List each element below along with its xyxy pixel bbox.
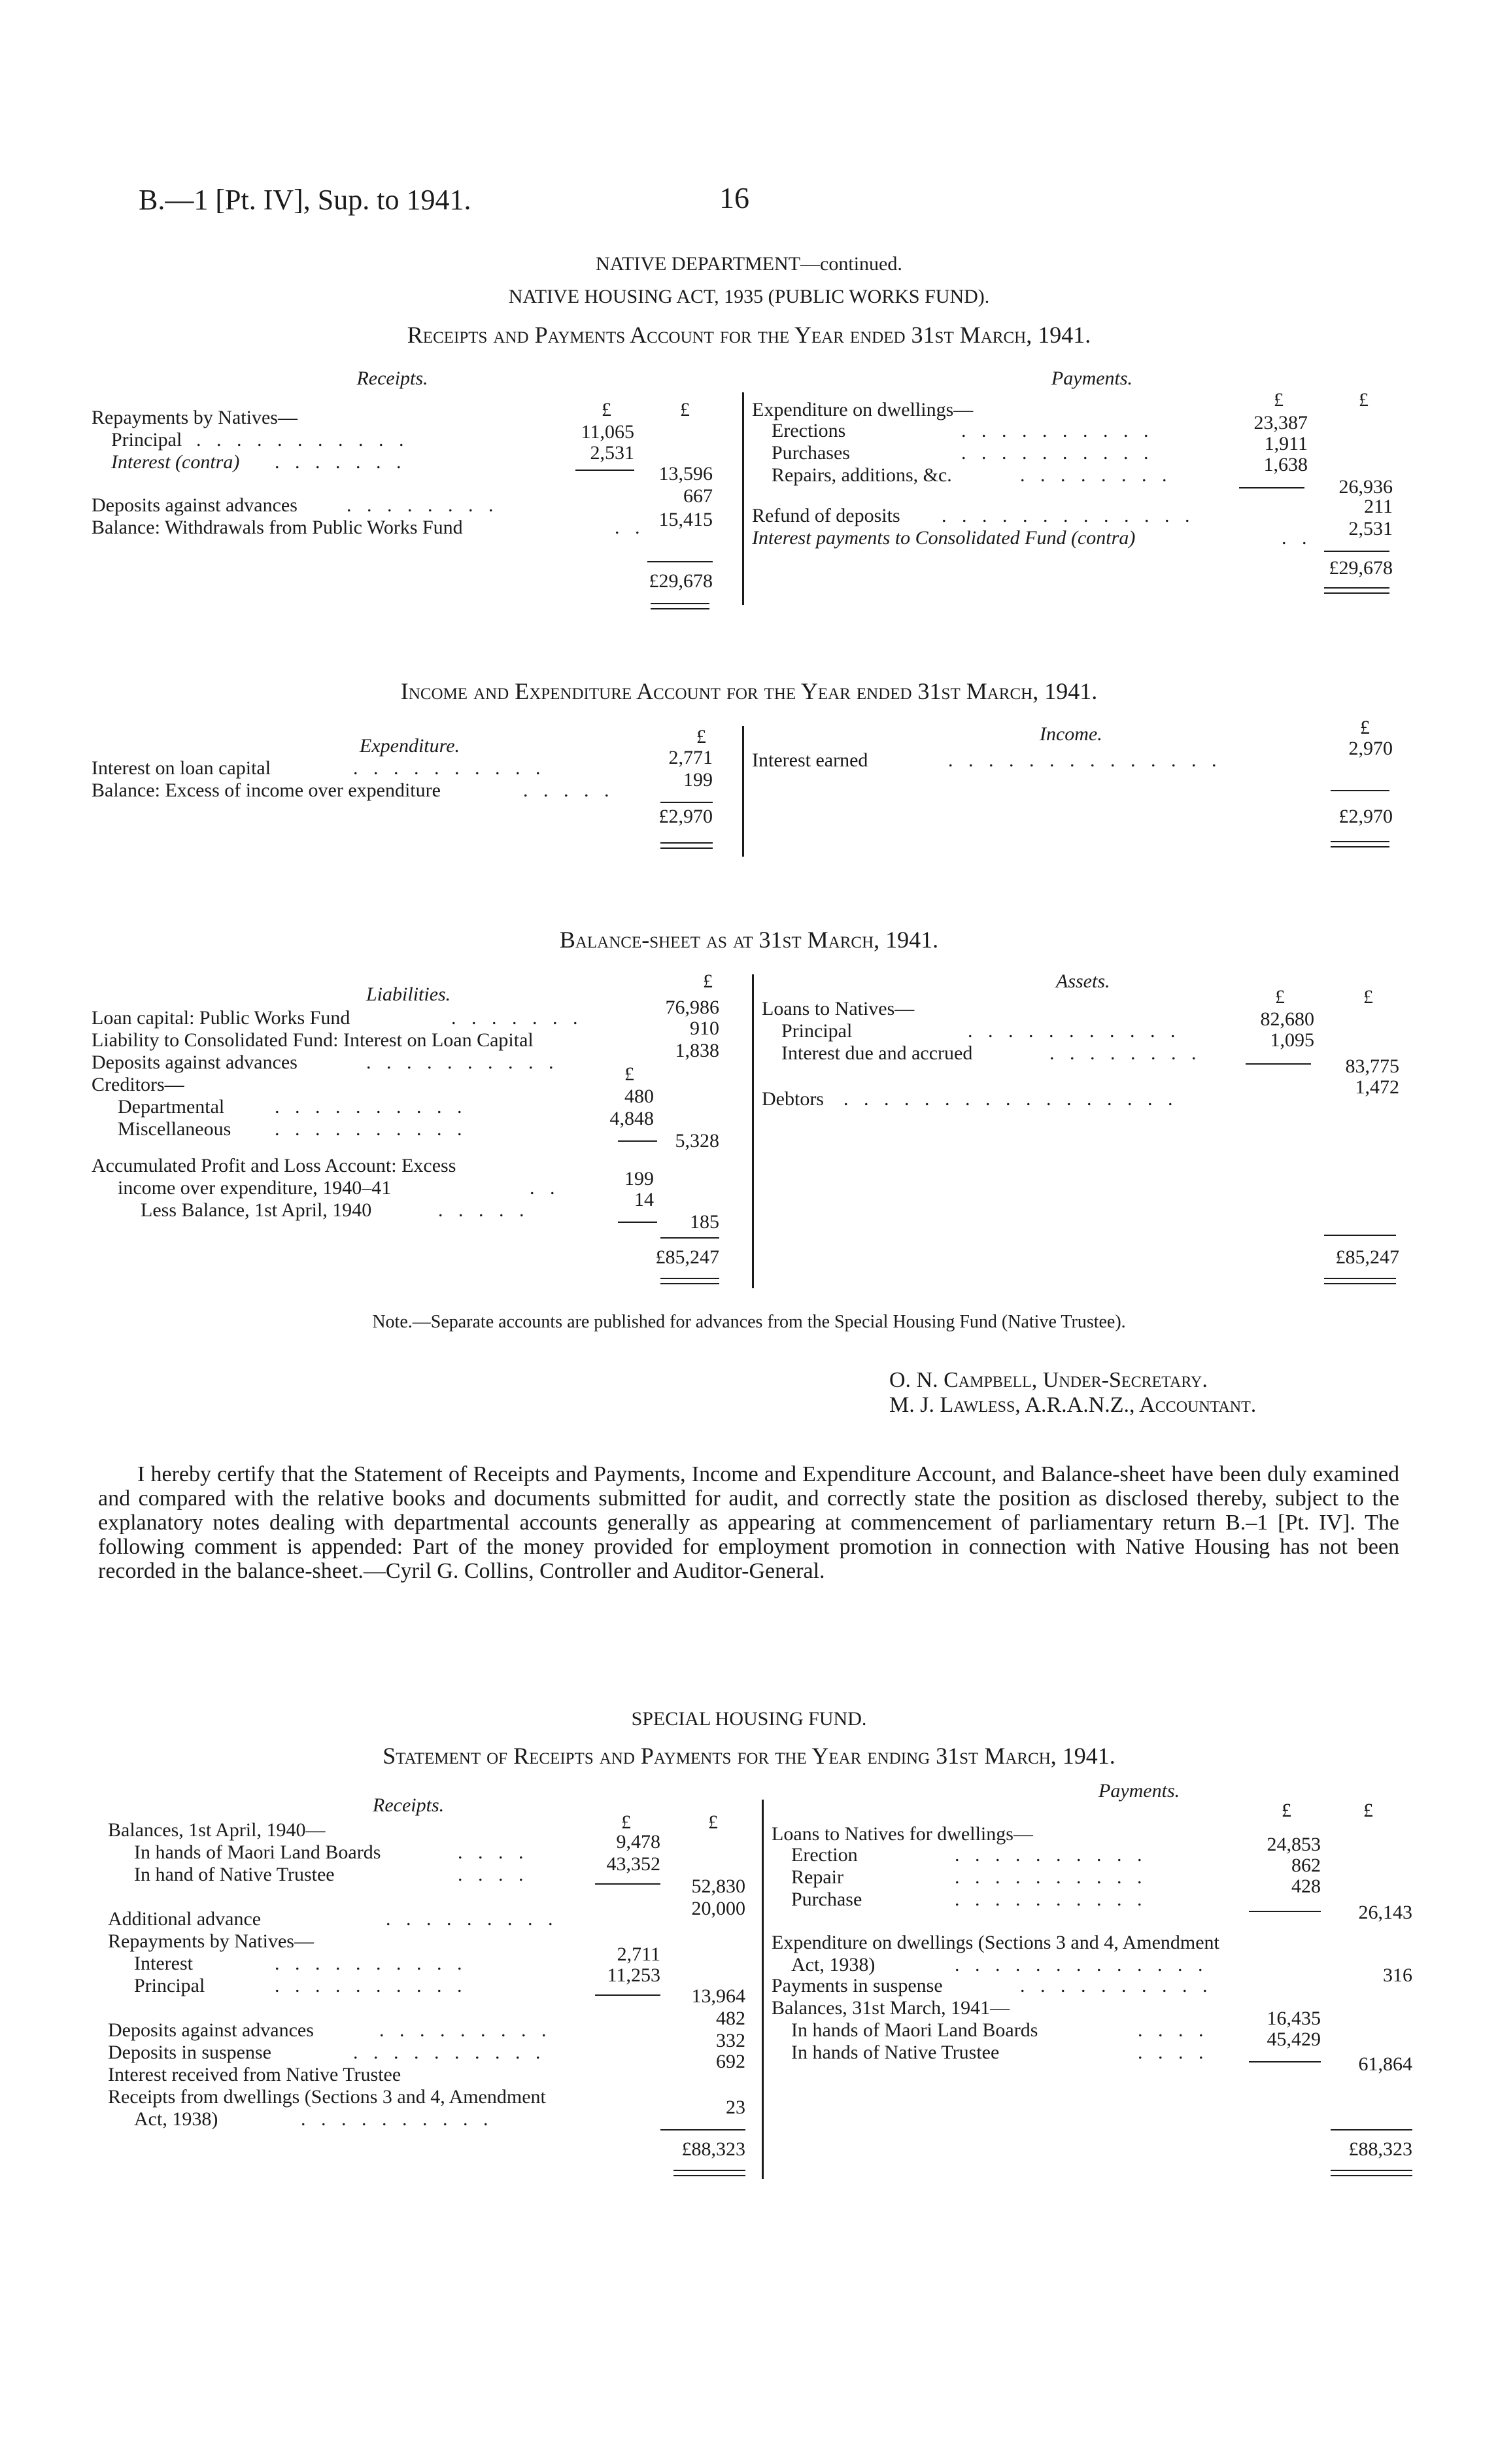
bs-loans: Loans to Natives— (762, 998, 915, 1019)
shf-receipts-total: £88,323 (681, 2138, 745, 2160)
rp-title: Receipts and Payments Account for the Year ended 31st March, 1941. (407, 322, 1091, 348)
bs-interest-due: Interest due and accrued (781, 1042, 973, 1064)
bs-interest-due-amt: 1,095 (1270, 1029, 1314, 1051)
shf-additional-amt: 20,000 (691, 1898, 745, 1919)
shf-pay-suspense-amt: 316 (1383, 1964, 1412, 1986)
shf-suspense-amt: 332 (716, 2030, 745, 2051)
ie-balance-amt: 199 (683, 769, 713, 791)
bs-misc: Miscellaneous (118, 1118, 231, 1140)
page-ref: B.—1 [Pt. IV], Sup. to 1941. (139, 184, 471, 216)
shf-balances-end: Balances, 31st March, 1941— (772, 1997, 1010, 2019)
signature-under-secretary: O. N. Campbell, Under-Secretary. (889, 1368, 1208, 1392)
rp-principal-amt: 11,065 (581, 421, 634, 443)
bs-loan-capital-amt: 76,986 (665, 997, 719, 1018)
shf-payments-total: £88,323 (1348, 2138, 1412, 2160)
bs-accum3-amt: 14 (634, 1189, 654, 1210)
bs-deposits-amt: 1,838 (675, 1040, 719, 1061)
rp-pound: £ (1359, 389, 1369, 411)
shf-maori-boards: In hands of Maori Land Boards (134, 1841, 381, 1863)
rp-pound: £ (1274, 389, 1284, 411)
shf-pound: £ (708, 1811, 718, 1833)
rp-dwellings-total: 26,936 (1338, 476, 1393, 498)
shf-additional: Additional advance (108, 1908, 262, 1930)
ie-pound: £ (696, 726, 706, 747)
shf-repair: Repair (791, 1866, 843, 1888)
ie-inc-heading: Income. (1040, 723, 1102, 745)
shf-payments-heading: Payments. (1098, 1780, 1180, 1802)
rp-interest-pay-amt: 2,531 (1348, 518, 1393, 539)
rp-receipts-heading: Receipts. (356, 368, 428, 389)
shf-loans-total: 26,143 (1358, 1902, 1412, 1923)
bs-pound: £ (624, 1063, 634, 1085)
bs-accum3: Less Balance, 1st April, 1940 (141, 1199, 372, 1221)
rp-refund: Refund of deposits (752, 505, 900, 526)
shf-repay-total: 13,964 (691, 1985, 745, 2007)
shf-end-trustee: In hands of Native Trustee (791, 2042, 1000, 2063)
bs-debtors-amt: 1,472 (1355, 1076, 1399, 1098)
shf-exp-dw2: Act, 1938) (791, 1954, 876, 1976)
shf-receipts-dw2: Act, 1938) (134, 2108, 218, 2130)
shf-interest: Interest (134, 1953, 193, 1974)
bs-assets-total: £85,247 (1335, 1246, 1399, 1268)
bs-assets-heading: Assets. (1056, 970, 1110, 992)
bs-pound: £ (1363, 986, 1373, 1008)
bs-pound: £ (703, 970, 713, 992)
bs-deposits: Deposits against advances (92, 1052, 298, 1073)
ie-exp-heading: Expenditure. (360, 735, 460, 757)
rp-erections-amt: 23,387 (1253, 412, 1308, 434)
rp-deposits: Deposits against advances (92, 494, 298, 516)
rp-erections: Erections (772, 420, 846, 441)
shf-end-maori-amt: 16,435 (1267, 2008, 1321, 2029)
bs-loan-capital: Loan capital: Public Works Fund (92, 1007, 350, 1029)
shf-erection-amt: 24,853 (1267, 1834, 1321, 1855)
shf-exp-dw1: Expenditure on dwellings (Sections 3 and 4, Amendment (772, 1932, 1219, 1953)
shf-receipts-dw-amt: 23 (726, 2096, 745, 2118)
shf-receipts-dw1: Receipts from dwellings (Sections 3 and 4, Amendment (108, 2086, 546, 2108)
ie-pound: £ (1360, 717, 1370, 738)
shf-repair-amt: 862 (1291, 1855, 1321, 1876)
shf-interest-recv: Interest received from Native Trustee (108, 2064, 401, 2085)
shf-deposits: Deposits against advances (108, 2019, 314, 2041)
rp-refund-amt: 211 (1364, 496, 1393, 517)
page-number: 16 (719, 181, 749, 214)
ie-interest-earned-amt: 2,970 (1348, 738, 1393, 759)
ie-balance: Balance: Excess of income over expenditure (92, 779, 441, 801)
bs-creditors: Creditors— (92, 1074, 184, 1095)
bs-accum-total: 185 (690, 1211, 719, 1233)
rp-pound: £ (602, 399, 611, 420)
shf-native-trustee: In hand of Native Trustee (134, 1864, 335, 1885)
bs-departmental-amt: 480 (624, 1086, 654, 1107)
shf-receipts-heading: Receipts. (373, 1794, 445, 1816)
shf-maori-boards-amt: 9,478 (616, 1831, 660, 1853)
ie-interest-earned: Interest earned (752, 749, 868, 771)
shf-suspense: Deposits in suspense (108, 2042, 271, 2063)
shf-end-maori: In hands of Maori Land Boards (791, 2019, 1038, 2041)
department-heading: NATIVE DEPARTMENT—continued. (596, 253, 902, 275)
bs-accum1: Accumulated Profit and Loss Account: Excess (92, 1155, 456, 1176)
shf-pound: £ (1282, 1800, 1291, 1821)
note: Note.—Separate accounts are published for advances from the Special Housing Fund (Native Trustee). (372, 1312, 1126, 1332)
bs-misc-amt: 4,848 (609, 1108, 654, 1129)
rp-interest: Interest (contra) (111, 451, 240, 473)
rp-repayments: Repayments by Natives— (92, 407, 298, 428)
rp-repairs-amt: 1,638 (1263, 454, 1308, 475)
shf-native-trustee-amt: 43,352 (606, 1853, 660, 1875)
shf-interest-amt: 2,711 (617, 1943, 660, 1965)
bs-loans-total: 83,775 (1345, 1055, 1399, 1077)
rp-interest-pay: Interest payments to Consolidated Fund (contra) (752, 527, 1136, 549)
ie-exp-total: £2,970 (658, 806, 713, 827)
rp-principal: Principal (111, 429, 182, 451)
signature-accountant: M. J. Lawless, A.R.A.N.Z., Accountant. (889, 1393, 1257, 1417)
bs-liab-heading: Liabilities. (366, 984, 451, 1005)
shf-purchase-amt: 428 (1291, 1875, 1321, 1897)
ie-interest-loan-amt: 2,771 (668, 747, 713, 768)
rp-purchases-amt: 1,911 (1264, 433, 1308, 454)
rp-payments-total: £29,678 (1329, 557, 1393, 579)
audit-certificate: I hereby certify that the Statement of Receipts and Payments, Income and Expenditure Account, and Balance-sheet have been duly examined and compared with the relative books and documents submitted for audit, and correctly state the position as disclosed thereby, subject to the explanatory notes dealing with departmental accounts generally as appearing at commencement of parliamentary return B.–1 [Pt. IV]. The following comment is appended: Part of the money provided for employment promotion in connection with Native Housing has not been recorded in the balance-sheet.—Cyril G. Collins, Controller and Auditor-General. (98, 1462, 1399, 1583)
rp-payments-heading: Payments. (1051, 368, 1133, 389)
shf-pound: £ (1363, 1800, 1373, 1821)
bs-principal: Principal (781, 1020, 853, 1042)
ie-interest-loan: Interest on loan capital (92, 757, 271, 779)
bs-title: Balance-sheet as at 31st March, 1941. (559, 927, 939, 953)
shf-interest-recv-amt: 692 (716, 2051, 745, 2072)
bs-creditors-total: 5,328 (675, 1130, 719, 1152)
bs-principal-amt: 82,680 (1260, 1008, 1314, 1030)
shf-pound: £ (621, 1811, 631, 1833)
bs-pound: £ (1275, 986, 1285, 1008)
ie-inc-total: £2,970 (1338, 806, 1393, 827)
bs-debtors: Debtors (762, 1088, 824, 1110)
shf-deposits-amt: 482 (716, 2008, 745, 2029)
bs-liability: Liability to Consolidated Fund: Interest on Loan Capital (92, 1029, 534, 1051)
shf-pay-suspense: Payments in suspense (772, 1975, 943, 1996)
ie-title: Income and Expenditure Account for the Year ended 31st March, 1941. (400, 678, 1098, 704)
shf-end-trustee-amt: 45,429 (1267, 2028, 1321, 2050)
act-heading: NATIVE HOUSING ACT, 1935 (PUBLIC WORKS FUND). (508, 286, 990, 307)
bs-accum2: income over expenditure, 1940–41 (118, 1177, 392, 1199)
rp-interest-amt: 2,531 (590, 442, 634, 464)
bs-liability-amt: 910 (690, 1018, 719, 1039)
shf-balances-total: 52,830 (691, 1875, 745, 1897)
rp-receipts-total: £29,678 (649, 570, 713, 592)
shf-principal-amt: 11,253 (607, 1964, 660, 1986)
bs-liab-total: £85,247 (655, 1246, 719, 1268)
rp-deposits-amt: 667 (683, 485, 713, 507)
bs-accum2-amt: 199 (624, 1168, 654, 1189)
rp-repairs: Repairs, additions, &c. (772, 464, 952, 486)
rp-repay-total: 13,596 (658, 463, 713, 485)
shf-repayments: Repayments by Natives— (108, 1930, 314, 1952)
rp-purchases: Purchases (772, 442, 850, 464)
rp-exp-dwellings: Expenditure on dwellings— (752, 399, 974, 420)
shf-balances: Balances, 1st April, 1940— (108, 1819, 326, 1841)
shf-erection: Erection (791, 1844, 858, 1866)
rp-pound: £ (680, 399, 690, 420)
rp-balance-amt: 15,415 (658, 509, 713, 530)
shf-purchase: Purchase (791, 1889, 862, 1910)
shf-end-total: 61,864 (1358, 2053, 1412, 2075)
bs-departmental: Departmental (118, 1096, 225, 1118)
shf-loans: Loans to Natives for dwellings— (772, 1823, 1033, 1845)
rp-balance: Balance: Withdrawals from Public Works Fund (92, 517, 463, 538)
shf-title: Statement of Receipts and Payments for the Year ending 31st March, 1941. (383, 1743, 1115, 1769)
shf-heading: SPECIAL HOUSING FUND. (631, 1708, 867, 1730)
shf-principal: Principal (134, 1975, 205, 1996)
